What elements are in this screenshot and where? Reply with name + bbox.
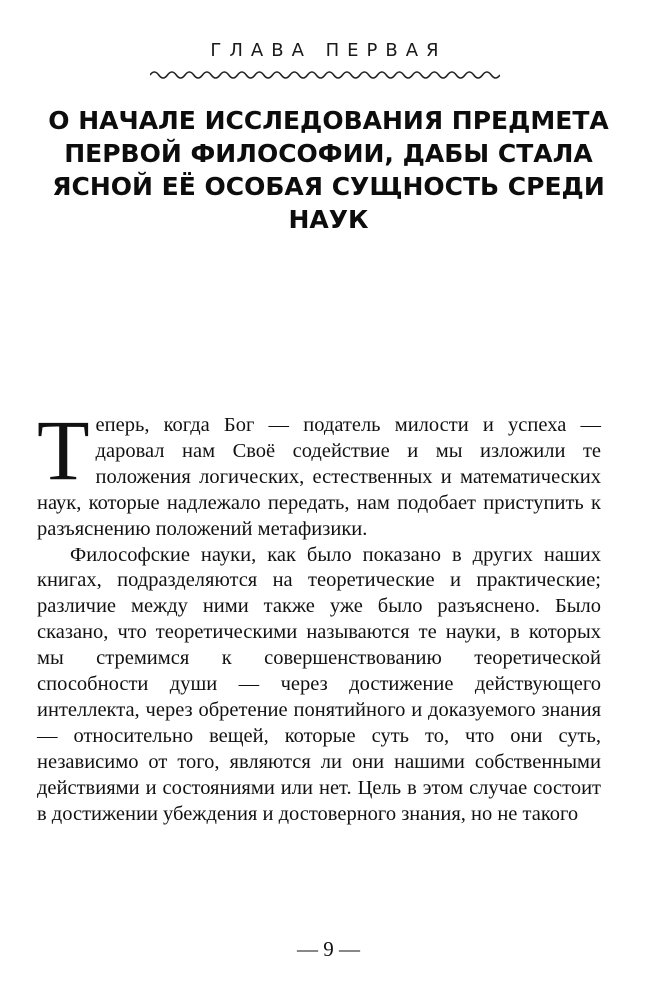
paragraph-1-text: еперь, когда Бог — податель милости и успеха — даровал нам Своё содействие и мы изложили те положения логических, естественных и математических наук, которые надлежало передать, нам подобает приступить к разъяснению положений метафизики.	[37, 414, 601, 540]
body-text	[37, 402, 601, 828]
paragraph-1	[37, 402, 601, 543]
drop-cap: Т	[37, 402, 90, 498]
chapter-title: О НАЧАЛЕ ИССЛЕДОВАНИЯ ПРЕДМЕТА ПЕРВОЙ ФИЛОСОФИИ, ДАБЫ СТАЛА ЯСНОЙ ЕЁ ОСОБАЯ СУЩНОСТЬ СРЕДИ НАУК	[48, 106, 609, 234]
page-number: — 9 —	[297, 937, 360, 961]
wavy-rule-ornament	[150, 68, 500, 82]
chapter-heading: ГЛАВА ПЕРВАЯ	[210, 40, 447, 61]
paragraph-2: Философские науки, как было показано в других наших книгах, подразделяются на теоретические и практические; различие между ними также уже было разъяснено. Было сказано, что теоретическими называются те науки, в которых мы стремимся к совершенствованию теоретической способности души — через достижение действующего интеллекта, через обретение понятийного и доказуемого знания — относительно вещей, которые суть то, что они суть, независимо от того, являются ли они нашими собственными действиями и состояниями или нет. Цель в этом случае состоит в достижении убеждения и достоверного знания, но не такого	[37, 543, 601, 825]
